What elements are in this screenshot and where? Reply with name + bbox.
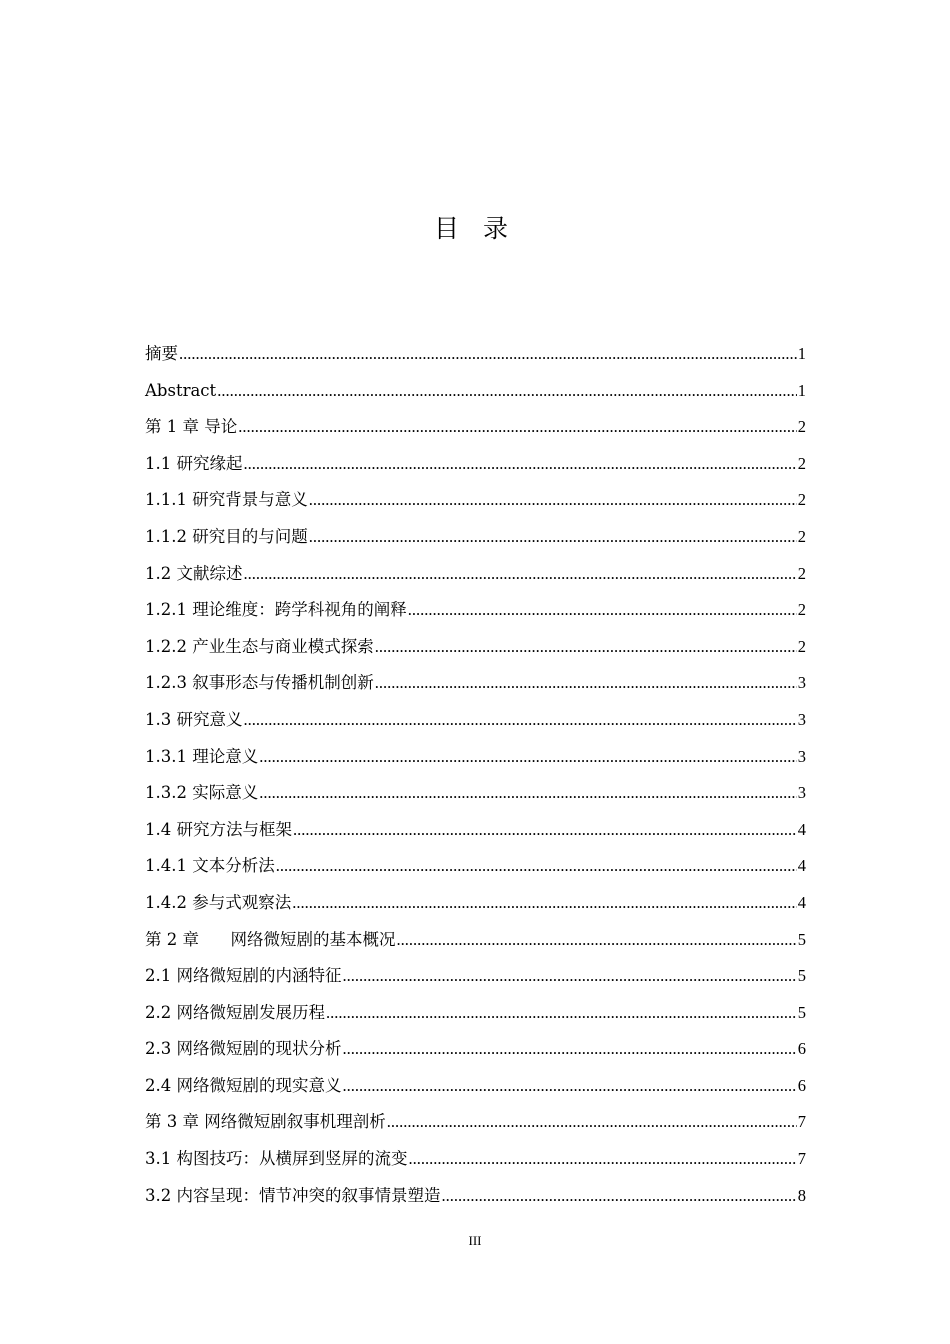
toc-entry[interactable] [145,812,806,849]
toc-entry-label: 1.3.2 实际意义 [145,783,259,803]
toc-dot-leader [396,922,796,959]
toc-entry-label: 1.1.2 研究目的与问题 [145,526,308,546]
toc-entry[interactable] [145,592,806,629]
toc-entry-label: 2.1 网络微短剧的内涵特征 [145,966,342,986]
toc-entry-label: 3.1 构图技巧：从横屏到竖屏的流变 [145,1149,408,1169]
toc-entry-page: 2 [797,526,806,546]
toc-entry-label: 1.2.1 理论维度：跨学科视角的阐释 [145,600,407,620]
toc-entry-page: 5 [797,966,806,986]
toc-entry-page: 2 [797,563,806,583]
toc-entry[interactable] [145,1104,806,1141]
toc-entry-page: 4 [797,856,806,876]
toc-dot-leader [293,812,797,849]
toc-dot-leader [309,519,797,556]
toc-entry-page: 5 [797,1002,806,1022]
toc-entry-label: 第 2 章 网络微短剧的基本概况 [145,929,396,949]
toc-entry[interactable] [145,373,806,410]
toc-entry-page: 5 [797,929,806,949]
toc-dot-leader [259,739,797,776]
toc-entry-page: 2 [797,417,806,437]
toc-entry[interactable] [145,336,806,373]
toc-dot-leader [309,482,797,519]
toc-entry-label: 1.2.3 叙事形态与传播机制创新 [145,673,374,693]
toc-dot-leader [276,848,797,885]
toc-entry-page: 8 [797,1185,806,1205]
toc-entry-page: 2 [797,453,806,473]
toc-entry-label: Abstract [145,380,217,400]
toc-entry[interactable] [145,665,806,702]
toc-dot-leader [375,629,797,666]
toc-entry[interactable] [145,1141,806,1178]
toc-entry-label: 1.2.2 产业生态与商业模式探索 [145,636,374,656]
toc-entry[interactable] [145,409,806,446]
toc-entry-label: 摘要 [145,344,178,363]
toc-dot-leader [442,1178,797,1215]
toc-entry-label: 1.4 研究方法与框架 [145,819,292,839]
toc-entry[interactable] [145,519,806,556]
toc-entry-label: 1.3 研究意义 [145,709,243,729]
toc-dot-leader [179,336,797,373]
toc-entry-label: 第 3 章 网络微短剧叙事机理剖析 [145,1112,386,1132]
toc-entry[interactable] [145,702,806,739]
toc-entry-label: 1.3.1 理论意义 [145,746,259,766]
toc-entry-label: 2.2 网络微短剧发展历程 [145,1002,325,1022]
toc-entry-page: 3 [797,673,806,693]
toc-entry-label: 3.2 内容呈现：情节冲突的叙事情景塑造 [145,1185,441,1205]
toc-dot-leader [387,1104,797,1141]
table-of-contents [145,336,806,1214]
toc-dot-leader [217,373,797,410]
toc-entry[interactable] [145,995,806,1032]
toc-dot-leader [375,665,797,702]
toc-entry-label: 2.4 网络微短剧的现实意义 [145,1075,342,1095]
toc-entry-page: 2 [797,636,806,656]
toc-entry-label: 第 1 章 导论 [145,417,238,437]
toc-entry-label: 1.4.2 参与式观察法 [145,892,292,912]
toc-dot-leader [409,1141,797,1178]
toc-entry[interactable] [145,482,806,519]
toc-entry[interactable] [145,446,806,483]
toc-entry-page: 7 [797,1112,806,1132]
toc-entry-page: 3 [797,746,806,766]
toc-entry[interactable] [145,848,806,885]
toc-entry-page: 6 [797,1075,806,1095]
toc-entry-page: 7 [797,1149,806,1169]
toc-dot-leader [244,446,797,483]
toc-entry[interactable] [145,1068,806,1105]
toc-entry[interactable] [145,1178,806,1215]
toc-dot-leader [343,1068,797,1105]
toc-entry-label: 1.4.1 文本分析法 [145,856,275,876]
toc-entry[interactable] [145,739,806,776]
toc-entry-label: 1.1 研究缘起 [145,453,243,473]
toc-entry[interactable] [145,1031,806,1068]
toc-entry-page: 3 [797,783,806,803]
toc-dot-leader [408,592,797,629]
toc-entry[interactable] [145,922,806,959]
toc-entry-page: 4 [797,892,806,912]
toc-entry-page: 6 [797,1039,806,1059]
toc-entry[interactable] [145,885,806,922]
toc-entry-label: 1.1.1 研究背景与意义 [145,490,308,510]
toc-entry[interactable] [145,629,806,666]
toc-dot-leader [292,885,797,922]
toc-dot-leader [326,995,797,1032]
toc-entry-page: 2 [797,490,806,510]
toc-dot-leader [238,409,797,446]
toc-entry-page: 2 [797,600,806,620]
toc-entry-label: 1.2 文献综述 [145,563,243,583]
toc-entry-label: 2.3 网络微短剧的现状分析 [145,1039,342,1059]
toc-entry-page: 3 [797,709,806,729]
toc-entry[interactable] [145,775,806,812]
toc-entry[interactable] [145,958,806,995]
page-title: 目 录 [434,214,516,243]
toc-dot-leader [343,1031,797,1068]
toc-dot-leader [244,556,797,593]
toc-entry-page: 4 [797,819,806,839]
toc-dot-leader [259,775,797,812]
toc-entry-page: 1 [797,344,806,363]
toc-entry-page: 1 [797,380,806,400]
page-number: III [468,1233,482,1248]
toc-dot-leader [343,958,797,995]
toc-entry[interactable] [145,556,806,593]
toc-dot-leader [244,702,797,739]
